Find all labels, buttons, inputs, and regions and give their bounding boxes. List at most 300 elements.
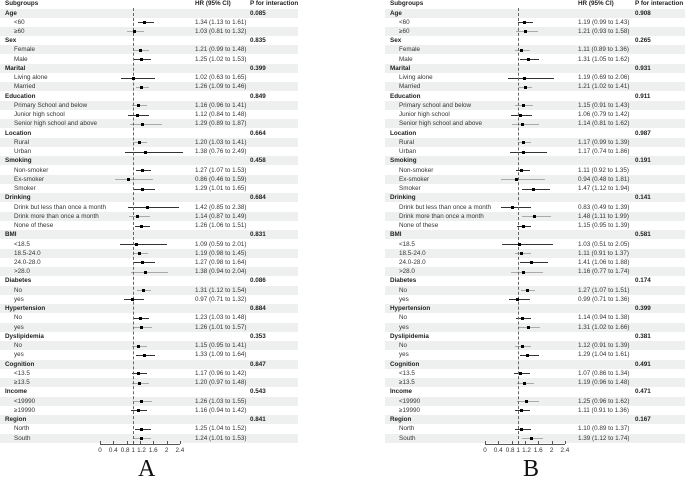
- hr-ci-text: 1.21 (1.02 to 1.41): [578, 83, 630, 91]
- subgroup-label: 24.0-28.0: [14, 258, 41, 266]
- ci-whisker: [510, 152, 547, 153]
- subgroup-label: No: [14, 286, 23, 294]
- hr-ci-text: 1.31 (1.12 to 1.54): [195, 286, 247, 294]
- hr-point: [521, 123, 524, 126]
- hr-point: [523, 21, 526, 24]
- group-label: Education: [390, 92, 421, 100]
- subgroup-label: No: [14, 314, 23, 322]
- x-tick-label: 1: [131, 447, 136, 455]
- subgroup-label: Junior high school: [14, 111, 65, 119]
- p-interaction: 0.908: [635, 9, 651, 17]
- hr-point: [520, 49, 523, 52]
- subgroup-label: Smoker: [399, 185, 421, 193]
- hr-point: [143, 21, 146, 24]
- p-interaction: 0.085: [250, 9, 266, 17]
- x-tick: [565, 441, 566, 444]
- hr-point: [139, 317, 142, 320]
- subgroup-label: 18.5-24.0: [14, 249, 41, 257]
- group-label: Dyslipidemia: [5, 332, 44, 340]
- group-label: Cognition: [5, 360, 35, 368]
- hr-point: [526, 354, 529, 357]
- hr-ci-text: 1.25 (1.02 to 1.53): [195, 55, 247, 63]
- hr-ci-text: 1.21 (0.93 to 1.58): [578, 27, 630, 35]
- p-interaction: 0.491: [635, 360, 651, 368]
- x-tick-label: 1.2: [137, 447, 146, 455]
- hr-ci-text: 1.27 (1.07 to 1.53): [195, 166, 247, 174]
- hr-ci-text: 1.24 (1.01 to 1.53): [195, 434, 247, 442]
- subgroup-label: Smoker: [14, 185, 36, 193]
- hr-ci-text: 1.38 (0.76 to 2.49): [195, 148, 247, 156]
- hr-ci-text: 1.21 (0.99 to 1.48): [195, 46, 247, 54]
- hr-point: [519, 114, 522, 117]
- hr-ci-text: 1.38 (0.94 to 2.04): [195, 268, 247, 276]
- hr-ci-text: 1.27 (1.07 to 1.51): [578, 286, 630, 294]
- hr-ci-text: 1.15 (0.95 to 1.41): [195, 342, 247, 350]
- hr-point: [127, 178, 130, 181]
- x-tick: [512, 441, 513, 444]
- hr-ci-text: 1.17 (0.99 to 1.39): [578, 138, 630, 146]
- p-interaction: 0.141: [635, 194, 651, 202]
- hr-point: [511, 206, 514, 209]
- hr-ci-text: 1.17 (0.74 to 1.86): [578, 148, 630, 156]
- subgroup-label: <13.5: [399, 369, 415, 377]
- subgroup-label: ≥19990: [399, 406, 420, 414]
- hr-point: [527, 326, 530, 329]
- p-interaction: 0.265: [635, 37, 651, 45]
- hr-point: [533, 215, 536, 218]
- hr-ci-text: 1.07 (0.86 to 1.34): [578, 369, 630, 377]
- hr-point: [530, 437, 533, 440]
- subgroup-label: Married: [14, 83, 36, 91]
- group-label: Sex: [5, 37, 17, 45]
- p-interaction: 0.191: [635, 157, 651, 165]
- hr-ci-text: 0.97 (0.71 to 1.32): [195, 295, 247, 303]
- hr-ci-text: 1.31 (1.05 to 1.62): [578, 55, 630, 63]
- p-interaction: 0.458: [250, 157, 266, 165]
- hr-ci-text: 1.29 (1.01 to 1.65): [195, 185, 247, 193]
- hr-point: [138, 141, 141, 144]
- hr-point: [137, 345, 140, 348]
- hr-point: [521, 317, 524, 320]
- hr-point: [526, 289, 529, 292]
- hr-point: [524, 86, 527, 89]
- reference-line: [133, 8, 134, 444]
- subgroup-label: >28.0: [399, 268, 415, 276]
- x-tick-label: 1.6: [533, 447, 543, 455]
- group-label: Smoking: [5, 157, 32, 165]
- hr-point: [133, 30, 136, 33]
- ci-whisker: [130, 124, 163, 125]
- x-tick-label: 1.6: [148, 447, 158, 455]
- ci-whisker: [121, 78, 155, 79]
- p-interaction: 0.684: [250, 194, 266, 202]
- row-band: [385, 378, 685, 387]
- subgroup-label: Rural: [14, 138, 30, 146]
- ci-whisker: [509, 299, 531, 300]
- group-label: Drinking: [390, 194, 416, 202]
- p-interaction: 0.353: [250, 332, 266, 340]
- subgroup-label: Male: [399, 55, 413, 63]
- ci-whisker: [128, 207, 179, 208]
- hr-ci-text: 1.11 (0.91 to 1.36): [578, 406, 629, 414]
- hr-point: [137, 372, 140, 375]
- group-label: Smoking: [390, 157, 417, 165]
- x-tick: [153, 441, 154, 444]
- hr-point: [140, 86, 143, 89]
- row-band: [385, 45, 685, 54]
- hr-ci-text: 1.15 (0.91 to 1.43): [578, 101, 630, 109]
- ci-whisker: [520, 262, 547, 263]
- hr-point: [141, 123, 144, 126]
- subgroup-label: Junior high school: [399, 111, 450, 119]
- p-interaction: 0.471: [635, 388, 651, 396]
- x-axis: [100, 444, 180, 445]
- subgroup-label: <19990: [399, 397, 421, 405]
- x-tick: [498, 441, 499, 444]
- panel-label: A: [138, 456, 156, 482]
- p-interaction: 0.086: [250, 277, 266, 285]
- hr-point: [137, 409, 140, 412]
- hr-ci-text: 0.94 (0.48 to 1.81): [578, 175, 630, 183]
- subgroup-label: North: [14, 425, 30, 433]
- x-tick-label: 2.4: [560, 447, 570, 455]
- hr-point: [140, 58, 143, 61]
- hr-point: [519, 372, 522, 375]
- subgroup-label: Senior high school and above: [14, 120, 97, 128]
- group-label: Region: [5, 416, 27, 424]
- hr-ci-text: 0.99 (0.71 to 1.36): [578, 295, 630, 303]
- row-band: [385, 341, 685, 350]
- hr-point: [523, 77, 526, 80]
- hr-ci-text: 1.14 (0.94 to 1.38): [578, 314, 630, 322]
- hr-point: [142, 289, 145, 292]
- group-label: BMI: [5, 231, 17, 239]
- hr-point: [516, 298, 519, 301]
- hr-point: [520, 428, 523, 431]
- subgroup-label: ≥60: [14, 27, 25, 35]
- hr-point: [520, 252, 523, 255]
- hr-point: [137, 104, 140, 107]
- x-tick: [485, 441, 486, 444]
- subgroup-label: yes: [399, 323, 409, 331]
- hr-point: [523, 382, 526, 385]
- subgroup-label: No: [399, 286, 408, 294]
- subgroup-label: Primary School and below: [14, 101, 88, 109]
- hr-point: [520, 169, 523, 172]
- ci-whisker: [120, 244, 167, 245]
- ci-whisker: [501, 179, 545, 180]
- hr-ci-text: 1.47 (1.12 to 1.94): [578, 185, 630, 193]
- subgroup-label: Living alone: [399, 74, 433, 82]
- p-interaction: 0.167: [635, 416, 651, 424]
- subgroup-label: North: [399, 425, 415, 433]
- hr-ci-text: 1.12 (0.91 to 1.39): [578, 342, 630, 350]
- hr-point: [141, 188, 144, 191]
- hr-ci-text: 0.83 (0.49 to 1.39): [578, 203, 630, 211]
- subgroup-label: South: [14, 434, 31, 442]
- header-p: P for interaction: [250, 0, 299, 7]
- hr-ci-text: 1.29 (0.89 to 1.87): [195, 120, 247, 128]
- hr-ci-text: 1.26 (1.09 to 1.46): [195, 83, 247, 91]
- hr-point: [522, 104, 525, 107]
- hr-ci-text: 1.12 (0.84 to 1.48): [195, 111, 247, 119]
- subgroup-label: Female: [14, 46, 35, 54]
- ci-whisker: [522, 216, 551, 217]
- x-tick: [167, 441, 168, 444]
- x-tick: [518, 441, 519, 444]
- x-tick: [127, 441, 128, 444]
- subgroup-label: No: [14, 342, 23, 350]
- subgroup-label: Rural: [399, 138, 415, 146]
- hr-ci-text: 1.14 (0.81 to 1.62): [578, 120, 630, 128]
- subgroup-label: Urban: [399, 148, 417, 156]
- subgroup-label: Male: [14, 55, 28, 63]
- x-tick: [100, 441, 101, 444]
- hr-ci-text: 1.16 (0.96 to 1.41): [195, 101, 247, 109]
- group-label: Education: [5, 92, 36, 100]
- p-interaction: 0.381: [635, 332, 651, 340]
- hr-ci-text: 1.20 (0.97 to 1.48): [195, 379, 247, 387]
- subgroup-label: Drink but less than once a month: [399, 203, 492, 211]
- subgroup-label: South: [399, 434, 416, 442]
- subgroup-label: yes: [14, 351, 24, 359]
- subgroup-label: Urban: [14, 148, 32, 156]
- hr-point: [522, 141, 525, 144]
- p-interaction: 0.835: [250, 37, 266, 45]
- hr-point: [522, 151, 525, 154]
- subgroup-label: yes: [399, 351, 409, 359]
- subgroup-label: <18.5: [14, 240, 30, 248]
- hr-point: [522, 225, 525, 228]
- x-tick-label: 1: [516, 447, 521, 455]
- hr-point: [520, 409, 523, 412]
- p-interaction: 0.664: [250, 129, 266, 137]
- p-interaction: 0.849: [250, 92, 266, 100]
- hr-ci-text: 1.03 (0.51 to 2.05): [578, 240, 630, 248]
- group-label: BMI: [390, 231, 402, 239]
- group-label: Income: [5, 388, 28, 396]
- subgroup-label: Female: [399, 46, 420, 54]
- ci-whisker: [502, 244, 553, 245]
- subgroup-label: No: [399, 314, 408, 322]
- header-subgroups: Subgroups: [5, 0, 39, 7]
- hr-point: [138, 252, 141, 255]
- x-axis: [485, 444, 565, 445]
- hr-ci-text: 1.23 (1.03 to 1.48): [195, 314, 247, 322]
- hr-point: [136, 114, 139, 117]
- subgroup-label: Non-smoker: [399, 166, 434, 174]
- x-tick-label: 0.8: [120, 447, 130, 455]
- group-label: Age: [5, 9, 17, 17]
- subgroup-label: <18.5: [399, 240, 415, 248]
- hr-point: [136, 215, 139, 218]
- hr-point: [131, 298, 134, 301]
- hr-ci-text: 1.02 (0.63 to 1.65): [195, 74, 247, 82]
- hr-ci-text: 1.33 (1.09 to 1.64): [195, 351, 247, 359]
- row-band: [385, 138, 685, 147]
- group-label: Sex: [390, 37, 402, 45]
- x-tick-label: 2.4: [175, 447, 185, 455]
- subgroup-label: ≥13.5: [14, 379, 30, 387]
- p-interaction: 0.399: [250, 64, 266, 72]
- subgroup-label: Non-smoker: [14, 166, 49, 174]
- x-tick-label: 2: [549, 447, 554, 455]
- hr-ci-text: 1.20 (1.03 to 1.41): [195, 138, 247, 146]
- subgroup-label: Ex-smoker: [14, 175, 45, 183]
- subgroup-label: ≥13.5: [399, 379, 415, 387]
- ci-whisker: [511, 272, 543, 273]
- hr-point: [527, 58, 530, 61]
- x-tick-label: 0: [98, 447, 102, 455]
- subgroup-label: Drink but less than once a month: [14, 203, 107, 211]
- hr-point: [530, 261, 533, 264]
- hr-ci-text: 1.11 (0.89 to 1.36): [578, 46, 629, 54]
- subgroup-label: Married: [399, 83, 421, 91]
- hr-ci-text: 1.06 (0.79 to 1.42): [578, 111, 630, 119]
- header-subgroups: Subgroups: [390, 0, 424, 7]
- hr-ci-text: 0.86 (0.46 to 1.59): [195, 175, 247, 183]
- x-tick: [525, 441, 526, 444]
- hr-ci-text: 1.09 (0.59 to 2.01): [195, 240, 247, 248]
- ci-whisker: [508, 78, 554, 79]
- hr-point: [140, 400, 143, 403]
- group-label: Marital: [390, 64, 411, 72]
- x-tick-label: 2: [164, 447, 169, 455]
- subgroup-label: <60: [399, 18, 410, 26]
- hr-ci-text: 1.19 (0.98 to 1.45): [195, 249, 247, 257]
- hr-ci-text: 1.42 (0.85 to 2.38): [195, 203, 247, 211]
- p-interaction: 0.399: [635, 305, 651, 313]
- subgroup-label: yes: [399, 295, 409, 303]
- subgroup-label: <19990: [14, 397, 36, 405]
- hr-point: [525, 400, 528, 403]
- group-label: Diabetes: [390, 277, 417, 285]
- subgroup-label: Senior high school and above: [399, 120, 482, 128]
- hr-ci-text: 1.16 (0.77 to 1.74): [578, 268, 630, 276]
- hr-ci-text: 1.11 (0.91 to 1.37): [578, 249, 629, 257]
- hr-ci-text: 1.29 (1.04 to 1.61): [578, 351, 630, 359]
- hr-point: [132, 77, 135, 80]
- hr-point: [135, 243, 138, 246]
- hr-point: [140, 428, 143, 431]
- subgroup-label: Drink more than once a month: [399, 212, 484, 220]
- x-tick-label: 0.8: [505, 447, 515, 455]
- hr-ci-text: 1.10 (0.89 to 1.37): [578, 425, 630, 433]
- subgroup-label: yes: [14, 295, 24, 303]
- hr-point: [140, 225, 143, 228]
- hr-point: [522, 271, 525, 274]
- p-interaction: 0.543: [250, 388, 266, 396]
- hr-ci-text: 1.03 (0.81 to 1.32): [195, 27, 247, 35]
- subgroup-label: 24.0-28.0: [399, 258, 426, 266]
- hr-point: [139, 49, 142, 52]
- p-interaction: 0.931: [635, 64, 651, 72]
- group-label: Hypertension: [390, 305, 431, 313]
- hr-point: [141, 261, 144, 264]
- hr-point: [140, 326, 143, 329]
- subgroup-label: ≥19990: [14, 406, 35, 414]
- hr-ci-text: 1.34 (1.13 to 1.61): [195, 18, 247, 26]
- subgroup-label: >28.0: [14, 268, 30, 276]
- subgroup-label: None of these: [14, 222, 54, 230]
- subgroup-label: Drink more than once a month: [14, 212, 99, 220]
- hr-point: [524, 30, 527, 33]
- row-band: [385, 249, 685, 258]
- subgroup-label: Ex-smoker: [399, 175, 430, 183]
- hr-ci-text: 1.31 (1.02 to 1.66): [578, 323, 630, 331]
- hr-ci-text: 1.16 (0.94 to 1.42): [195, 406, 247, 414]
- x-tick: [552, 441, 553, 444]
- group-label: Cognition: [390, 360, 420, 368]
- subgroup-label: ≥60: [399, 27, 410, 35]
- hr-point: [532, 188, 535, 191]
- subgroup-label: <60: [14, 18, 25, 26]
- x-tick-label: 0.4: [493, 447, 503, 455]
- hr-point: [143, 354, 146, 357]
- header-hr: HR (95% CI): [578, 0, 614, 7]
- hr-point: [518, 243, 521, 246]
- group-label: Location: [5, 129, 32, 137]
- p-interaction: 0.581: [635, 231, 651, 239]
- header-p: P for interaction: [635, 0, 684, 7]
- hr-point: [515, 178, 518, 181]
- subgroup-label: yes: [14, 323, 24, 331]
- p-interaction: 0.841: [250, 416, 266, 424]
- hr-ci-text: 1.39 (1.12 to 1.74): [578, 434, 630, 442]
- x-tick-label: 0: [483, 447, 487, 455]
- p-interaction: 0.884: [250, 305, 266, 313]
- p-interaction: 0.174: [635, 277, 651, 285]
- hr-ci-text: 1.26 (1.01 to 1.57): [195, 323, 247, 331]
- x-tick: [538, 441, 539, 444]
- subgroup-label: Living alone: [14, 74, 48, 82]
- reference-line: [518, 8, 519, 444]
- hr-point: [144, 151, 147, 154]
- ci-whisker: [501, 207, 531, 208]
- row-band: [385, 82, 685, 91]
- panel-label: B: [523, 456, 540, 482]
- hr-point: [140, 437, 143, 440]
- hr-ci-text: 1.27 (0.98 to 1.64): [195, 258, 247, 266]
- hr-ci-text: 1.26 (1.06 to 1.51): [195, 222, 247, 230]
- subgroup-label: None of these: [399, 222, 439, 230]
- x-tick: [133, 441, 134, 444]
- group-label: Income: [390, 388, 413, 396]
- subgroup-label: Primary school and below: [399, 101, 472, 109]
- p-interaction: 0.831: [250, 231, 266, 239]
- hr-ci-text: 1.14 (0.87 to 1.49): [195, 212, 247, 220]
- ci-whisker: [131, 272, 168, 273]
- ci-whisker: [522, 189, 549, 190]
- group-label: Region: [390, 416, 412, 424]
- subgroup-label: <13.5: [14, 369, 30, 377]
- group-label: Diabetes: [5, 277, 32, 285]
- p-interaction: 0.987: [635, 129, 651, 137]
- hr-point: [521, 345, 524, 348]
- hr-ci-text: 1.19 (0.99 to 1.43): [578, 18, 630, 26]
- hr-ci-text: 1.17 (0.96 to 1.42): [195, 369, 247, 377]
- group-label: Marital: [5, 64, 26, 72]
- group-label: Drinking: [5, 194, 31, 202]
- hr-point: [138, 382, 141, 385]
- group-label: Age: [390, 9, 402, 17]
- hr-point: [141, 169, 144, 172]
- p-interaction: 0.847: [250, 360, 266, 368]
- x-tick: [113, 441, 114, 444]
- hr-ci-text: 1.48 (1.11 to 1.99): [578, 212, 629, 220]
- subgroup-label: No: [399, 342, 408, 350]
- p-interaction: 0.911: [635, 92, 651, 100]
